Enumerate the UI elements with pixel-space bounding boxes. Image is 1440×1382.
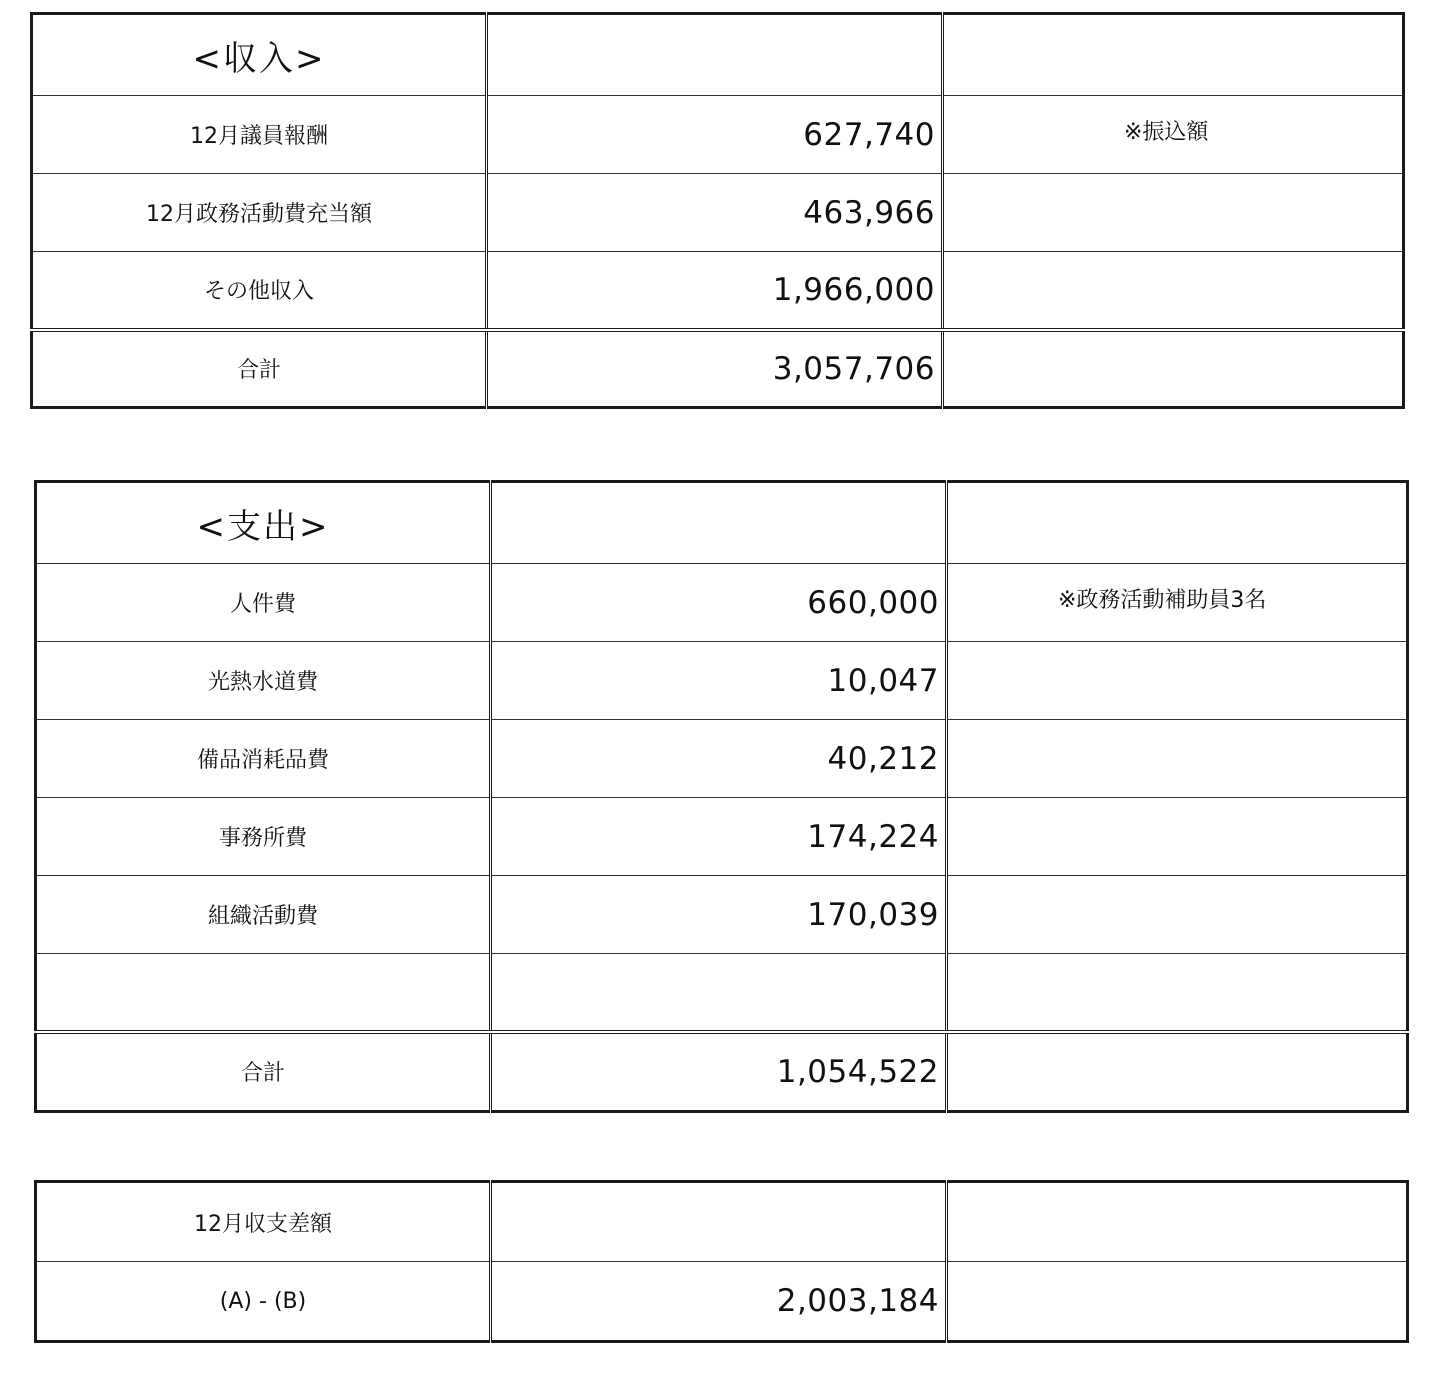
- income-header-amount-cell: [487, 14, 943, 96]
- expense-row-label: 人件費: [36, 564, 491, 642]
- income-total-row: [32, 330, 1404, 408]
- income-row-label: その他収入: [32, 252, 487, 330]
- income-section-title: <収入>: [32, 14, 487, 96]
- balance-label: 12月収支差額: [36, 1182, 491, 1262]
- expense-row-empty: [36, 954, 1408, 1032]
- income-row-label: 12月政務活動費充当額: [32, 174, 487, 252]
- expense-row-amount: [491, 954, 947, 1032]
- income-header-note-cell: [943, 14, 1404, 96]
- income-total-amount: 3,057,706: [487, 330, 943, 408]
- balance-label-amount-cell: [491, 1182, 947, 1262]
- expense-row-amount: 660,000: [491, 564, 947, 642]
- income-row-amount: 1,966,000: [487, 252, 943, 330]
- balance-amount: 2,003,184: [491, 1262, 947, 1342]
- expense-row-note: [947, 798, 1408, 876]
- expense-row: [36, 564, 1408, 642]
- expense-row-amount: 174,224: [491, 798, 947, 876]
- expense-row: [36, 720, 1408, 798]
- expense-section-title: <支出>: [36, 482, 491, 564]
- income-row-note: [943, 252, 1404, 330]
- expense-row-label: 備品消耗品費: [36, 720, 491, 798]
- expense-header-row: [36, 482, 1408, 564]
- expense-row: [36, 798, 1408, 876]
- expense-total-label: 合計: [36, 1032, 491, 1112]
- balance-formula: (A) - (B): [36, 1262, 491, 1342]
- income-total-note: [943, 330, 1404, 408]
- expense-row-label: [36, 954, 491, 1032]
- income-header-row: [32, 14, 1404, 96]
- income-table: [30, 12, 1405, 409]
- expense-row-amount: 170,039: [491, 876, 947, 954]
- balance-label-note-cell: [947, 1182, 1408, 1262]
- expense-row: [36, 642, 1408, 720]
- balance-table: [34, 1180, 1409, 1343]
- income-row-note: ※振込額: [1124, 120, 1209, 145]
- income-row-note-cell: [943, 96, 1404, 174]
- expense-total-amount: 1,054,522: [491, 1032, 947, 1112]
- income-row: [32, 252, 1404, 330]
- expense-row-amount: 10,047: [491, 642, 947, 720]
- expense-row-note: ※政務活動補助員3名: [1058, 588, 1267, 613]
- balance-note-cell: [947, 1262, 1408, 1342]
- expense-header-note-cell: [947, 482, 1408, 564]
- expense-row: [36, 876, 1408, 954]
- expense-row-label: 事務所費: [36, 798, 491, 876]
- income-row-label: 12月議員報酬: [32, 96, 487, 174]
- income-row: [32, 96, 1404, 174]
- balance-value-row: [36, 1262, 1408, 1342]
- income-row-amount: 463,966: [487, 174, 943, 252]
- expense-row-note: [947, 642, 1408, 720]
- expense-row-note: [947, 876, 1408, 954]
- income-total-label: 合計: [32, 330, 487, 408]
- income-row: [32, 174, 1404, 252]
- expense-row-amount: 40,212: [491, 720, 947, 798]
- income-row-note: [943, 174, 1404, 252]
- expense-row-note: [947, 954, 1408, 1032]
- expense-header-amount-cell: [491, 482, 947, 564]
- expense-row-note: [947, 720, 1408, 798]
- expense-table: [34, 480, 1409, 1113]
- expense-total-row: [36, 1032, 1408, 1112]
- expense-total-note: [947, 1032, 1408, 1112]
- income-row-amount: 627,740: [487, 96, 943, 174]
- expense-row-label: 光熱水道費: [36, 642, 491, 720]
- expense-row-note-cell: [947, 564, 1408, 642]
- balance-label-row: [36, 1182, 1408, 1262]
- expense-row-label: 組織活動費: [36, 876, 491, 954]
